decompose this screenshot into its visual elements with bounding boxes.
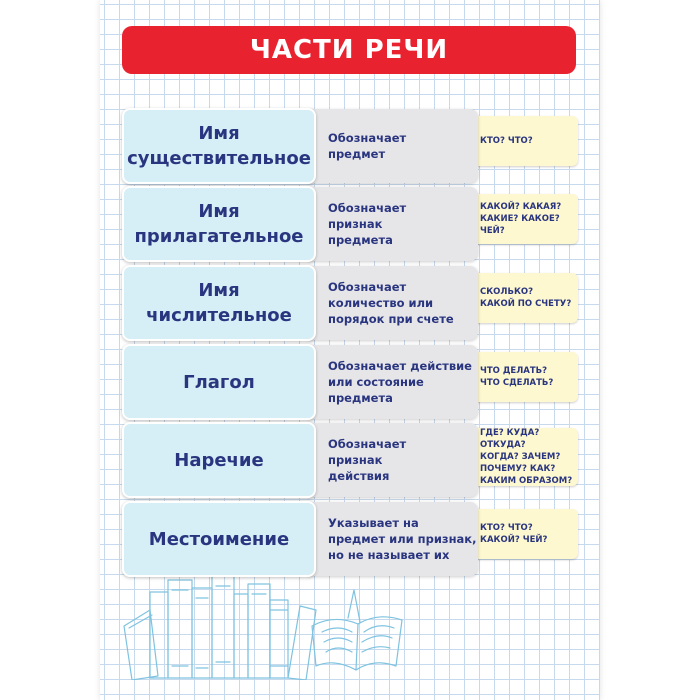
part-of-speech-row <box>122 186 580 262</box>
part-name-box <box>122 108 316 184</box>
part-name-box <box>122 344 316 420</box>
part-description: Указывает на предмет или признак, но не называет их <box>328 516 477 562</box>
part-name-box <box>122 265 316 341</box>
part-questions-box <box>472 116 578 166</box>
part-name-box <box>122 422 316 498</box>
part-of-speech-row <box>122 108 580 184</box>
part-of-speech-row <box>122 422 580 498</box>
part-questions: КТО? ЧТО? КАКОЙ? ЧЕЙ? <box>480 523 548 545</box>
part-questions: ГДЕ? КУДА? ОТКУДА? КОГДА? ЗАЧЕМ? ПОЧЕМУ? КАК? КАКИМ ОБРАЗОМ? <box>480 428 573 486</box>
part-questions: ЧТО ДЕЛАТЬ? ЧТО СДЕЛАТЬ? <box>480 366 554 388</box>
part-description: Обозначает признак предмета <box>328 201 407 247</box>
part-questions-box <box>472 428 578 486</box>
part-description-box <box>308 187 478 261</box>
part-name: Имя прилагательное <box>134 201 304 247</box>
part-questions: КАКОЙ? КАКАЯ? КАКИЕ? КАКОЕ? ЧЕЙ? <box>480 202 562 236</box>
part-questions: СКОЛЬКО? КАКОЙ ПО СЧЕТУ? <box>480 287 572 309</box>
part-description-box <box>308 502 478 576</box>
part-description-box <box>308 345 478 419</box>
part-questions-box <box>472 194 578 244</box>
part-questions-box <box>472 352 578 402</box>
part-questions-box <box>472 509 578 559</box>
part-of-speech-row <box>122 344 580 420</box>
part-of-speech-row <box>122 265 580 341</box>
part-description: Обозначает количество или порядок при счете <box>328 280 454 326</box>
part-name: Имя существительное <box>127 123 311 169</box>
part-of-speech-row <box>122 501 580 577</box>
part-description: Обозначает признак действия <box>328 437 407 483</box>
part-name: Местоимение <box>148 528 290 550</box>
title-banner <box>122 26 576 74</box>
part-description: Обозначает действие или состояние предмета <box>328 359 472 405</box>
part-questions: КТО? ЧТО? <box>480 136 533 146</box>
part-name-box <box>122 186 316 262</box>
books-sketch-icon <box>120 570 420 680</box>
part-description: Обозначает предмет <box>328 131 407 161</box>
part-name: Глагол <box>183 371 255 393</box>
part-name: Наречие <box>174 449 264 471</box>
page-title: ЧАСТИ РЕЧИ <box>249 35 449 65</box>
part-questions-box <box>472 273 578 323</box>
part-name-box <box>122 501 316 577</box>
part-name: Имя числительное <box>146 280 292 326</box>
part-description-box <box>308 109 478 183</box>
part-description-box <box>308 423 478 497</box>
part-description-box <box>308 266 478 340</box>
